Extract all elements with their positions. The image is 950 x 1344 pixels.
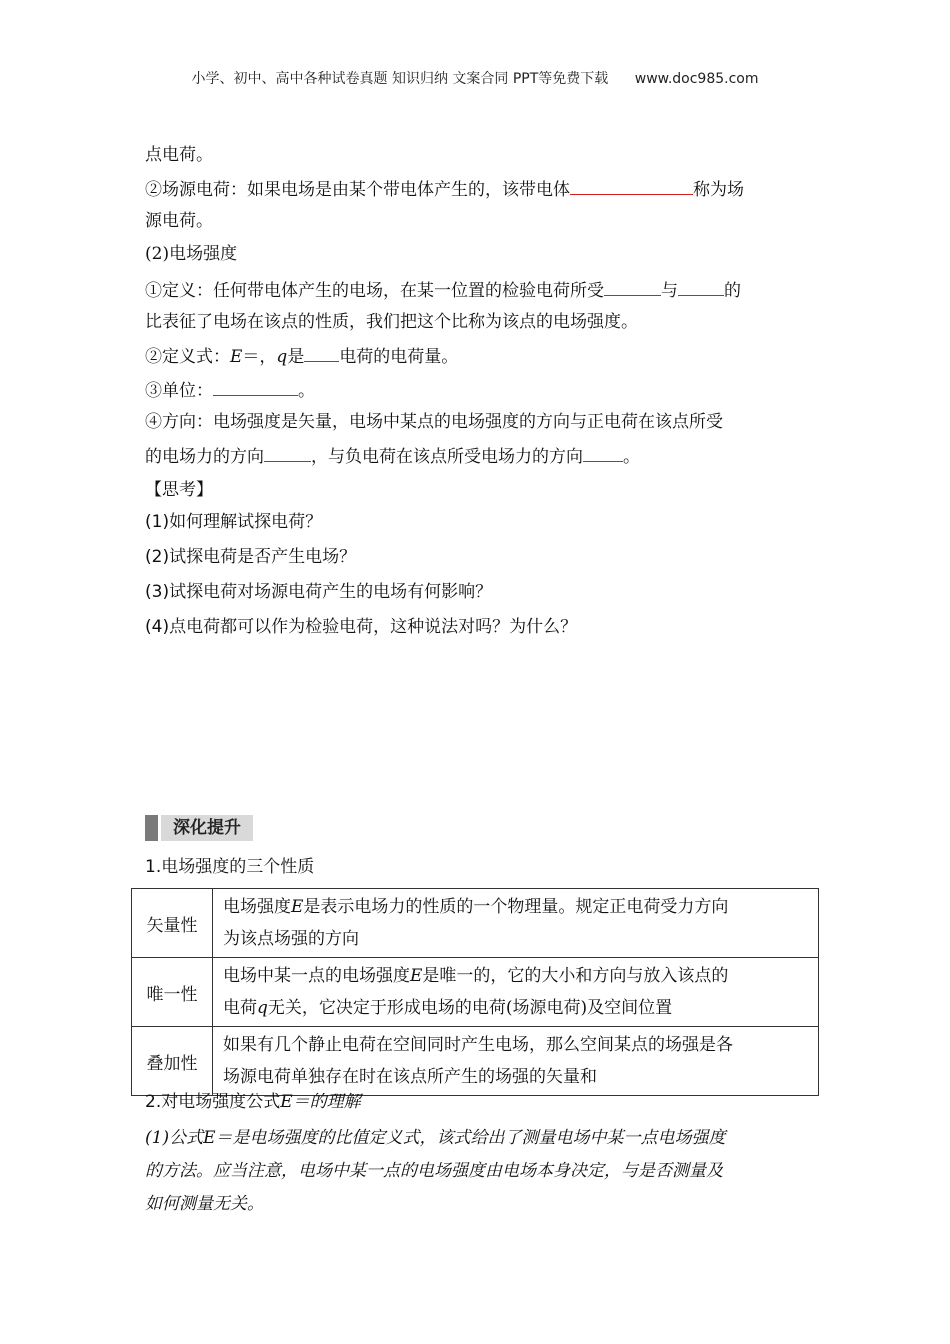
think-question: (4)点电荷都可以作为检验电荷，这种说法对吗？为什么？	[145, 617, 578, 637]
text-span: 无关，它决定于形成电场的电荷(场源电荷)及空间位置	[267, 998, 673, 1018]
text-line: ④方向：电场强度是矢量，电场中某点的电场强度的方向与正电荷在该点所受	[145, 412, 723, 432]
section-title: 深化提升	[161, 815, 253, 841]
text-span: ①定义：任何带电体产生的电场，在某一位置的检验电荷所受	[145, 281, 604, 301]
think-question: (2)试探电荷是否产生电场？	[145, 547, 357, 567]
subheading: 1.电场强度的三个性质	[145, 857, 315, 877]
text-line	[145, 443, 640, 469]
table-cell-desc	[213, 958, 819, 1027]
table-row	[132, 889, 819, 958]
table-cell-label: 叠加性	[132, 1027, 213, 1096]
think-title: 【思考】	[145, 480, 213, 500]
think-question: (1)如何理解试探电荷？	[145, 512, 323, 532]
text-span: ，与负电荷在该点所受电场力的方向	[311, 447, 583, 467]
text-line: 点电荷。	[145, 145, 213, 165]
table-cell-label: 矢量性	[132, 889, 213, 958]
text-span: 与	[661, 281, 678, 301]
text-span: 如果有几个静止电荷在空间同时产生电场，那么空间某点的场强是各	[223, 1035, 733, 1055]
section-heading	[145, 815, 253, 841]
text-line	[145, 377, 315, 403]
properties-table	[131, 888, 819, 1096]
table-cell-desc	[213, 889, 819, 958]
text-line	[145, 343, 458, 369]
table-cell-label: 唯一性	[132, 958, 213, 1027]
text-span: 电荷	[223, 998, 257, 1018]
table-row	[132, 1027, 819, 1096]
fill-blank[interactable]	[604, 277, 661, 296]
text-span: 电场强度	[223, 897, 291, 917]
table-row	[132, 958, 819, 1027]
text-line: (2)电场强度	[145, 244, 238, 264]
header-text: 小学、初中、高中各种试卷真题 知识归纳 文案合同 PPT等免费下载	[191, 71, 609, 87]
text-span: 是表示电场力的性质的一个物理量。规定正电荷受力方向	[303, 897, 729, 917]
text-span: 2.对电场强度公式	[145, 1092, 281, 1112]
table-cell-desc	[213, 1027, 819, 1096]
text-span: 是唯一的，它的大小和方向与放入该点的	[422, 966, 729, 986]
text-span: 。	[298, 381, 315, 401]
fill-blank[interactable]	[264, 443, 311, 462]
text-span: 称为场	[693, 180, 744, 200]
fill-blank[interactable]	[570, 176, 693, 195]
section-bar	[145, 815, 158, 841]
text-span: 场源电荷单独存在时在该点所产生的场强的矢量和	[223, 1067, 597, 1087]
variable-E: E	[280, 1092, 293, 1112]
text-span: 电荷的电荷量。	[339, 347, 459, 367]
text-line: 比表征了电场在该点的性质，我们把这个比称为该点的电场强度。	[145, 312, 638, 332]
text-span: 电场中某一点的电场强度	[223, 966, 410, 986]
text-span: ②场源电荷：如果电场是由某个带电体产生的，该带电体	[145, 180, 570, 200]
text-line: 的方法。应当注意，电场中某一点的电场强度由电场本身决定，与是否测量及	[145, 1161, 723, 1181]
text-line	[145, 277, 741, 303]
text-line	[145, 176, 744, 202]
fill-blank[interactable]	[213, 377, 298, 396]
text-line: (1)公式E＝是电场强度的比值定义式，该式给出了测量电场中某一点电场强度	[145, 1128, 726, 1148]
fill-blank[interactable]	[678, 277, 724, 296]
variable-E: E	[230, 347, 243, 367]
variable-q: q	[276, 347, 288, 367]
text-span: 为该点场强的方向	[223, 929, 359, 949]
text-span: ＝的理解	[292, 1092, 361, 1112]
variable-q: q	[257, 998, 268, 1018]
text-span: ＝，	[242, 347, 277, 367]
fill-blank[interactable]	[304, 343, 339, 362]
subheading	[145, 1090, 361, 1114]
variable-E: E	[410, 966, 423, 986]
text-span: ②定义式：	[145, 347, 230, 367]
variable-E: E	[291, 897, 304, 917]
text-span: 是	[287, 347, 305, 367]
header-site[interactable]: www.doc985.com	[634, 71, 759, 87]
text-span: 的	[724, 281, 741, 301]
think-question: (3)试探电荷对场源电荷产生的电场有何影响？	[145, 582, 493, 602]
text-span: 。	[623, 447, 640, 467]
fill-blank[interactable]	[583, 443, 623, 462]
text-span: 的电场力的方向	[145, 447, 264, 467]
text-span: ③单位：	[145, 381, 213, 401]
page-header	[0, 68, 950, 88]
text-line: 源电荷。	[145, 211, 213, 231]
text-line: 如何测量无关。	[145, 1194, 264, 1214]
